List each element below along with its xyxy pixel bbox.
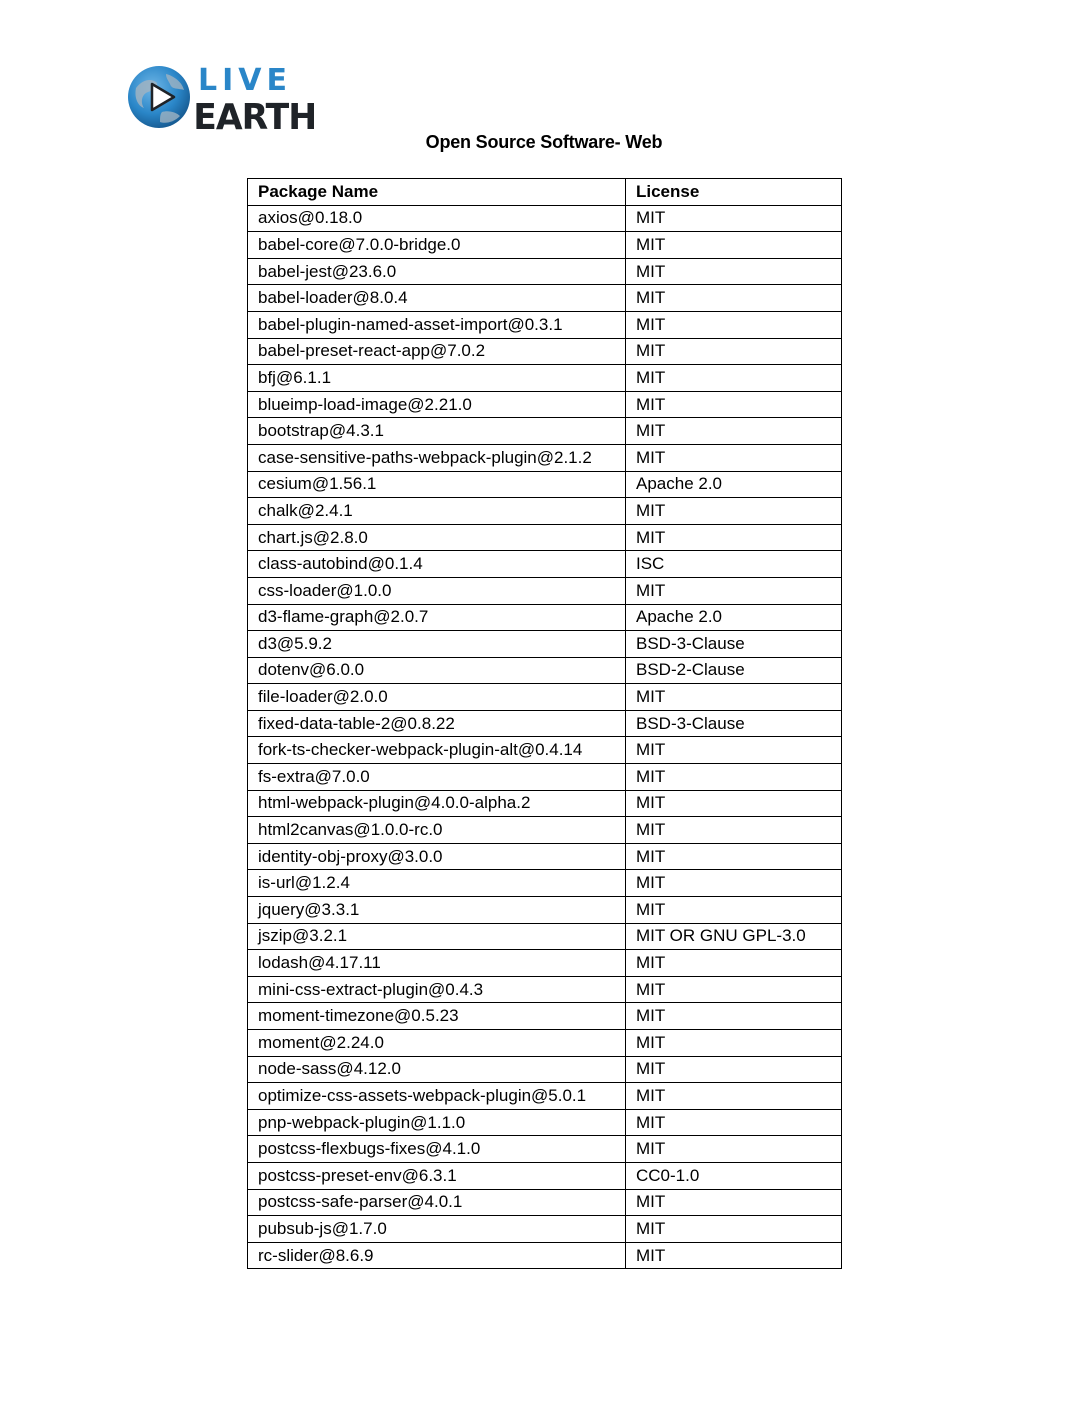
table-row (248, 285, 842, 312)
table-row (248, 391, 842, 418)
package-name-cell: babel-preset-react-app@7.0.2 (248, 338, 626, 365)
table-row (248, 444, 842, 471)
table-row (248, 311, 842, 338)
license-cell: MIT (626, 205, 842, 232)
table-row (248, 1242, 842, 1269)
package-name-cell: css-loader@1.0.0 (248, 577, 626, 604)
table-row (248, 577, 842, 604)
package-name-cell: mini-css-extract-plugin@0.4.3 (248, 976, 626, 1003)
license-cell: MIT (626, 684, 842, 711)
package-name-cell: dotenv@6.0.0 (248, 657, 626, 684)
table-row (248, 1083, 842, 1110)
license-cell: MIT (626, 1056, 842, 1083)
license-cell: MIT (626, 897, 842, 924)
table-row (248, 365, 842, 392)
package-name-cell: fixed-data-table-2@0.8.22 (248, 710, 626, 737)
table-row (248, 1109, 842, 1136)
license-cell: BSD-2-Clause (626, 657, 842, 684)
live-earth-logo (126, 62, 317, 139)
table-row (248, 258, 842, 285)
license-cell: MIT (626, 1189, 842, 1216)
package-name-cell: d3@5.9.2 (248, 631, 626, 658)
package-name-cell: class-autobind@0.1.4 (248, 551, 626, 578)
table-row (248, 471, 842, 498)
license-cell: BSD-3-Clause (626, 631, 842, 658)
package-name-cell: cesium@1.56.1 (248, 471, 626, 498)
document-title: Open Source Software- Web (425, 132, 663, 152)
license-cell: MIT (626, 365, 842, 392)
license-cell: MIT (626, 737, 842, 764)
license-table (247, 178, 842, 1269)
license-cell: MIT (626, 258, 842, 285)
license-cell: MIT (626, 1242, 842, 1269)
header-package-name: Package Name (248, 179, 626, 206)
package-name-cell: bootstrap@4.3.1 (248, 418, 626, 445)
package-name-cell: babel-loader@8.0.4 (248, 285, 626, 312)
package-name-cell: chart.js@2.8.0 (248, 524, 626, 551)
package-name-cell: html-webpack-plugin@4.0.0-alpha.2 (248, 790, 626, 817)
package-name-cell: lodash@4.17.11 (248, 950, 626, 977)
license-cell: MIT (626, 1109, 842, 1136)
license-cell: CC0-1.0 (626, 1162, 842, 1189)
license-cell: MIT (626, 1083, 842, 1110)
table-row (248, 551, 842, 578)
logo-word-earth: EARTH (193, 96, 317, 139)
license-cell: Apache 2.0 (626, 604, 842, 631)
table-row (248, 817, 842, 844)
package-name-cell: pnp-webpack-plugin@1.1.0 (248, 1109, 626, 1136)
table-row (248, 524, 842, 551)
license-cell: MIT (626, 232, 842, 259)
table-row (248, 1030, 842, 1057)
table-row (248, 923, 842, 950)
table-body (248, 205, 842, 1269)
package-name-cell: postcss-safe-parser@4.0.1 (248, 1189, 626, 1216)
package-name-cell: rc-slider@8.6.9 (248, 1242, 626, 1269)
package-name-cell: node-sass@4.12.0 (248, 1056, 626, 1083)
package-name-cell: is-url@1.2.4 (248, 870, 626, 897)
license-cell: MIT (626, 444, 842, 471)
package-name-cell: fork-ts-checker-webpack-plugin-alt@0.4.14 (248, 737, 626, 764)
license-cell: MIT (626, 418, 842, 445)
table-row (248, 498, 842, 525)
table-row (248, 1136, 842, 1163)
license-cell: MIT (626, 1030, 842, 1057)
package-name-cell: babel-plugin-named-asset-import@0.3.1 (248, 311, 626, 338)
license-cell: MIT (626, 843, 842, 870)
package-name-cell: jquery@3.3.1 (248, 897, 626, 924)
package-name-cell: postcss-preset-env@6.3.1 (248, 1162, 626, 1189)
package-name-cell: html2canvas@1.0.0-rc.0 (248, 817, 626, 844)
package-name-cell: postcss-flexbugs-fixes@4.1.0 (248, 1136, 626, 1163)
package-name-cell: moment@2.24.0 (248, 1030, 626, 1057)
license-cell: MIT (626, 391, 842, 418)
license-cell: MIT (626, 1003, 842, 1030)
table-row (248, 737, 842, 764)
package-name-cell: bfj@6.1.1 (248, 365, 626, 392)
license-cell: MIT (626, 1216, 842, 1243)
license-cell: MIT (626, 524, 842, 551)
license-cell: MIT (626, 976, 842, 1003)
license-cell: Apache 2.0 (626, 471, 842, 498)
table-row (248, 710, 842, 737)
table-row (248, 232, 842, 259)
license-cell: MIT (626, 1136, 842, 1163)
license-cell: MIT (626, 817, 842, 844)
table-row (248, 657, 842, 684)
table-row (248, 604, 842, 631)
logo-word-live: LIVE (198, 63, 292, 98)
table-row (248, 684, 842, 711)
table-row (248, 1056, 842, 1083)
license-cell: MIT OR GNU GPL-3.0 (626, 923, 842, 950)
table-row (248, 631, 842, 658)
package-name-cell: file-loader@2.0.0 (248, 684, 626, 711)
table-row (248, 1003, 842, 1030)
table-row (248, 870, 842, 897)
table-header-row (248, 179, 842, 206)
table-row (248, 976, 842, 1003)
table-row (248, 950, 842, 977)
table-row (248, 338, 842, 365)
license-cell: MIT (626, 790, 842, 817)
table-row (248, 897, 842, 924)
globe-play-icon (126, 62, 317, 139)
license-cell: MIT (626, 764, 842, 791)
package-name-cell: babel-jest@23.6.0 (248, 258, 626, 285)
license-cell: BSD-3-Clause (626, 710, 842, 737)
table-row (248, 1216, 842, 1243)
header-license: License (626, 179, 842, 206)
license-cell: MIT (626, 285, 842, 312)
package-name-cell: babel-core@7.0.0-bridge.0 (248, 232, 626, 259)
license-cell: MIT (626, 338, 842, 365)
package-name-cell: jszip@3.2.1 (248, 923, 626, 950)
package-name-cell: moment-timezone@0.5.23 (248, 1003, 626, 1030)
package-name-cell: optimize-css-assets-webpack-plugin@5.0.1 (248, 1083, 626, 1110)
table-row (248, 790, 842, 817)
license-cell: ISC (626, 551, 842, 578)
package-name-cell: axios@0.18.0 (248, 205, 626, 232)
license-cell: MIT (626, 311, 842, 338)
table-row (248, 1162, 842, 1189)
license-cell: MIT (626, 870, 842, 897)
package-name-cell: identity-obj-proxy@3.0.0 (248, 843, 626, 870)
table-row (248, 1189, 842, 1216)
package-name-cell: chalk@2.4.1 (248, 498, 626, 525)
table-row (248, 764, 842, 791)
license-cell: MIT (626, 498, 842, 525)
package-name-cell: fs-extra@7.0.0 (248, 764, 626, 791)
license-cell: MIT (626, 950, 842, 977)
package-name-cell: d3-flame-graph@2.0.7 (248, 604, 626, 631)
package-name-cell: blueimp-load-image@2.21.0 (248, 391, 626, 418)
package-name-cell: case-sensitive-paths-webpack-plugin@2.1.2 (248, 444, 626, 471)
table-row (248, 205, 842, 232)
package-name-cell: pubsub-js@1.7.0 (248, 1216, 626, 1243)
license-cell: MIT (626, 577, 842, 604)
table-row (248, 418, 842, 445)
table-row (248, 843, 842, 870)
